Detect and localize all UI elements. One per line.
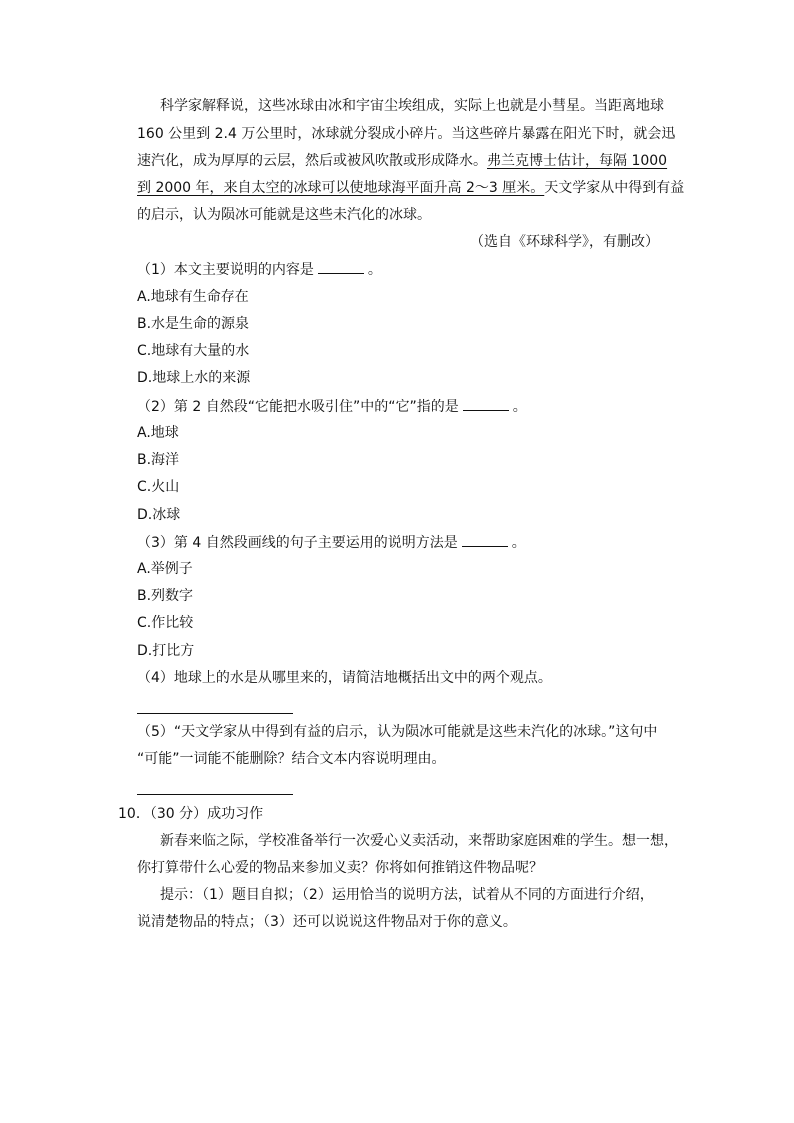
question-10-line-2: 你打算带什么心爱的物品来参加义卖？你将如何推销这件物品呢？ (137, 860, 543, 876)
question-1-text: （1）本文主要说明的内容是 (137, 262, 314, 278)
answer-line-4[interactable] (137, 713, 293, 714)
question-10-hint-line-2: 说清楚物品的特点；（3）还可以说说这件物品对于你的意义。 (137, 914, 517, 930)
question-10-hint-line-1: 提示：（1）题目自拟；（2）运用恰当的说明方法，试着从不同的方面进行介绍， (160, 887, 654, 903)
answer-line-5[interactable] (137, 794, 293, 795)
question-1-stem (137, 259, 382, 280)
passage-line-2: 160 公里到 2.4 万公里时，冰球就分裂成小碎片。当这些碎片暴露在阳光下时，就会迅 (137, 126, 676, 142)
q2-option-a: A.地球 (137, 425, 179, 441)
question-1-period: 。 (367, 262, 382, 278)
underlined-sentence-part-2: 到 2000 年，来自太空的冰球可以使地球海平面升高 2～3 厘米。 (137, 180, 545, 196)
q3-option-c: C.作比较 (137, 615, 194, 631)
source-citation: （选自《环球科学》，有删改） (470, 234, 659, 250)
q1-option-b: B.水是生命的源泉 (137, 316, 250, 332)
question-2-period: 。 (512, 399, 527, 415)
question-3-text: （3）第 4 自然段画线的句子主要运用的说明方法是 (137, 535, 458, 551)
question-5-line-2: “可能”一词能不能删除？结合文本内容说明理由。 (137, 751, 446, 767)
answer-blank-3[interactable] (462, 532, 508, 547)
question-10-line-1: 新春来临之际，学校准备举行一次爱心义卖活动，来帮助家庭困难的学生。想一想， (160, 833, 678, 849)
answer-blank-1[interactable] (318, 259, 364, 274)
question-2-text: （2）第 2 自然段“它能把水吸引住”中的“它”指的是 (137, 399, 459, 415)
q1-option-d: D.地球上水的来源 (137, 370, 251, 386)
underlined-sentence-part-1: 弗兰克博士估计，每隔 1000 (487, 153, 668, 169)
passage-line-3 (137, 151, 667, 171)
passage-line-1: 科学家解释说，这些冰球由冰和宇宙尘埃组成，实际上也就是小彗星。当距离地球 (160, 98, 664, 114)
question-10-header: 10．（30 分）成功习作 (118, 806, 264, 822)
question-4-stem: （4）地球上的水是从哪里来的，请简洁地概括出文中的两个观点。 (137, 670, 552, 686)
answer-blank-2[interactable] (463, 396, 509, 411)
question-3-period: 。 (511, 535, 526, 551)
question-3-stem (137, 532, 526, 553)
passage-line-5: 的启示，认为陨冰可能就是这些未汽化的冰球。 (137, 207, 431, 223)
passage-line-3-plain: 速汽化，成为厚厚的云层，然后或被风吹散或形成降水。 (137, 153, 487, 169)
question-2-stem (137, 396, 527, 417)
q1-option-a: A.地球有生命存在 (137, 289, 249, 305)
question-5-line-1: （5）“天文学家从中得到有益的启示，认为陨冰可能就是这些未汽化的冰球。”这句中 (137, 724, 658, 740)
q2-option-c: C.火山 (137, 479, 180, 495)
q1-option-c: C.地球有大量的水 (137, 343, 250, 359)
q2-option-d: D.冰球 (137, 507, 181, 523)
passage-line-4-plain: 天文学家从中得到有益 (544, 180, 685, 196)
q2-option-b: B.海洋 (137, 452, 180, 468)
passage-line-4 (137, 178, 684, 198)
q3-option-b: B.列数字 (137, 588, 194, 604)
q3-option-a: A.举例子 (137, 561, 193, 577)
q3-option-d: D.打比方 (137, 643, 195, 659)
